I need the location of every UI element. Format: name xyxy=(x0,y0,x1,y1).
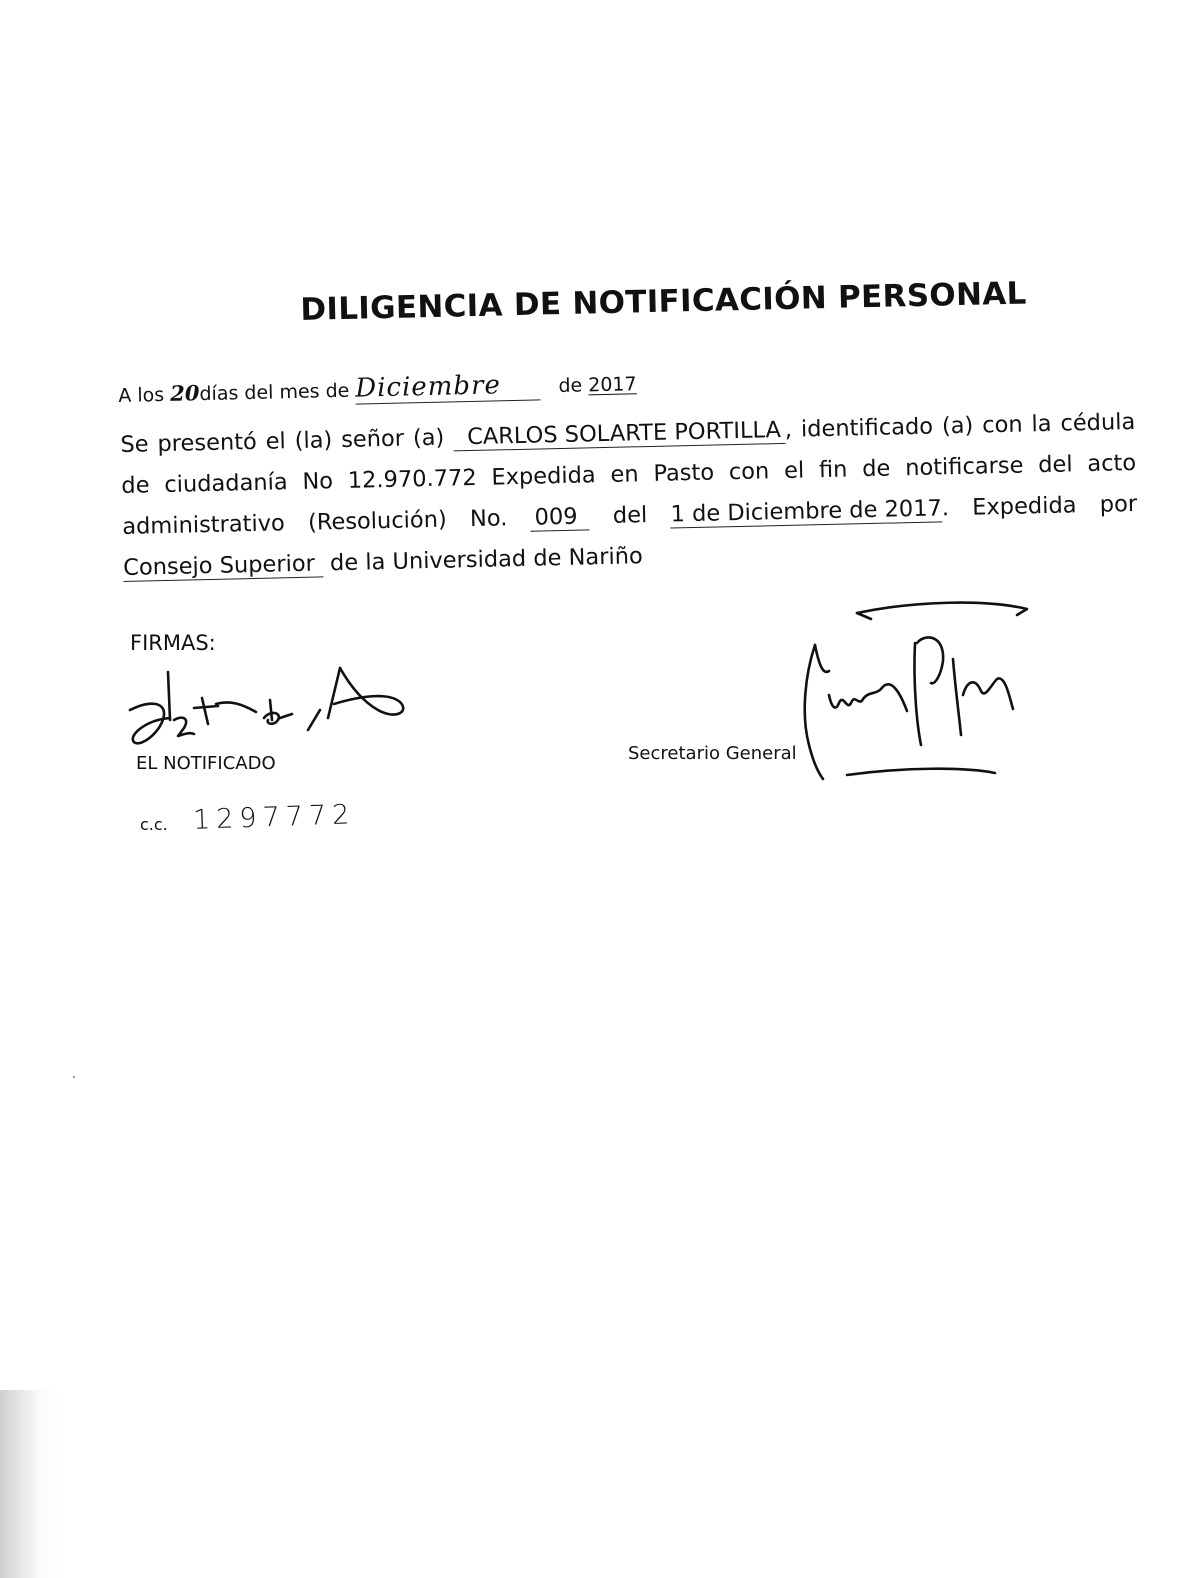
issuer: Consejo Superior xyxy=(123,552,323,581)
secretary-signature xyxy=(795,595,1035,785)
body-text-1: Se presentó el (la) señor (a) xyxy=(120,424,445,458)
cc-handwritten-number: 1297772 xyxy=(192,799,356,836)
resolution-number: 009 xyxy=(530,505,589,531)
body-text-5: del xyxy=(612,502,648,529)
date-month: Diciembre xyxy=(354,370,502,404)
resolution-date: 1 de Diciembre de 2017 xyxy=(670,495,943,528)
date-line xyxy=(118,368,637,409)
date-year: 2017 xyxy=(587,373,637,397)
date-middle: días del mes de xyxy=(199,379,350,406)
scan-edge-shadow xyxy=(0,1390,60,1578)
notification-body xyxy=(120,402,1138,589)
person-name: CARLOS SOLARTE PORTILLA xyxy=(453,419,785,451)
document-title: DILIGENCIA DE NOTIFICACIÓN PERSONAL xyxy=(300,275,1027,328)
secretary-label: Secretario General xyxy=(628,743,797,764)
notified-signature xyxy=(120,660,420,755)
signatures-label: FIRMAS: xyxy=(130,631,216,655)
body-line-2: de ciudadanía No 12.970.772 Expedida en Pasto con el fin de notificarse del acto xyxy=(121,449,1137,499)
body-text-7: de la Universidad de Nariño xyxy=(329,543,643,577)
body-text-6: . Expedida por xyxy=(941,490,1138,522)
date-day: 20 xyxy=(169,380,200,406)
body-text-4: administrativo (Resolución) No. xyxy=(122,505,508,540)
scan-speck xyxy=(73,1076,75,1078)
date-prefix: A los xyxy=(118,383,165,407)
body-text-2: , identificado (a) con la cédula xyxy=(784,408,1136,443)
date-year-prefix: de xyxy=(558,374,583,398)
notified-label: EL NOTIFICADO xyxy=(136,753,276,774)
cc-label: c.c. xyxy=(140,815,168,834)
date-month-blank xyxy=(355,370,541,404)
